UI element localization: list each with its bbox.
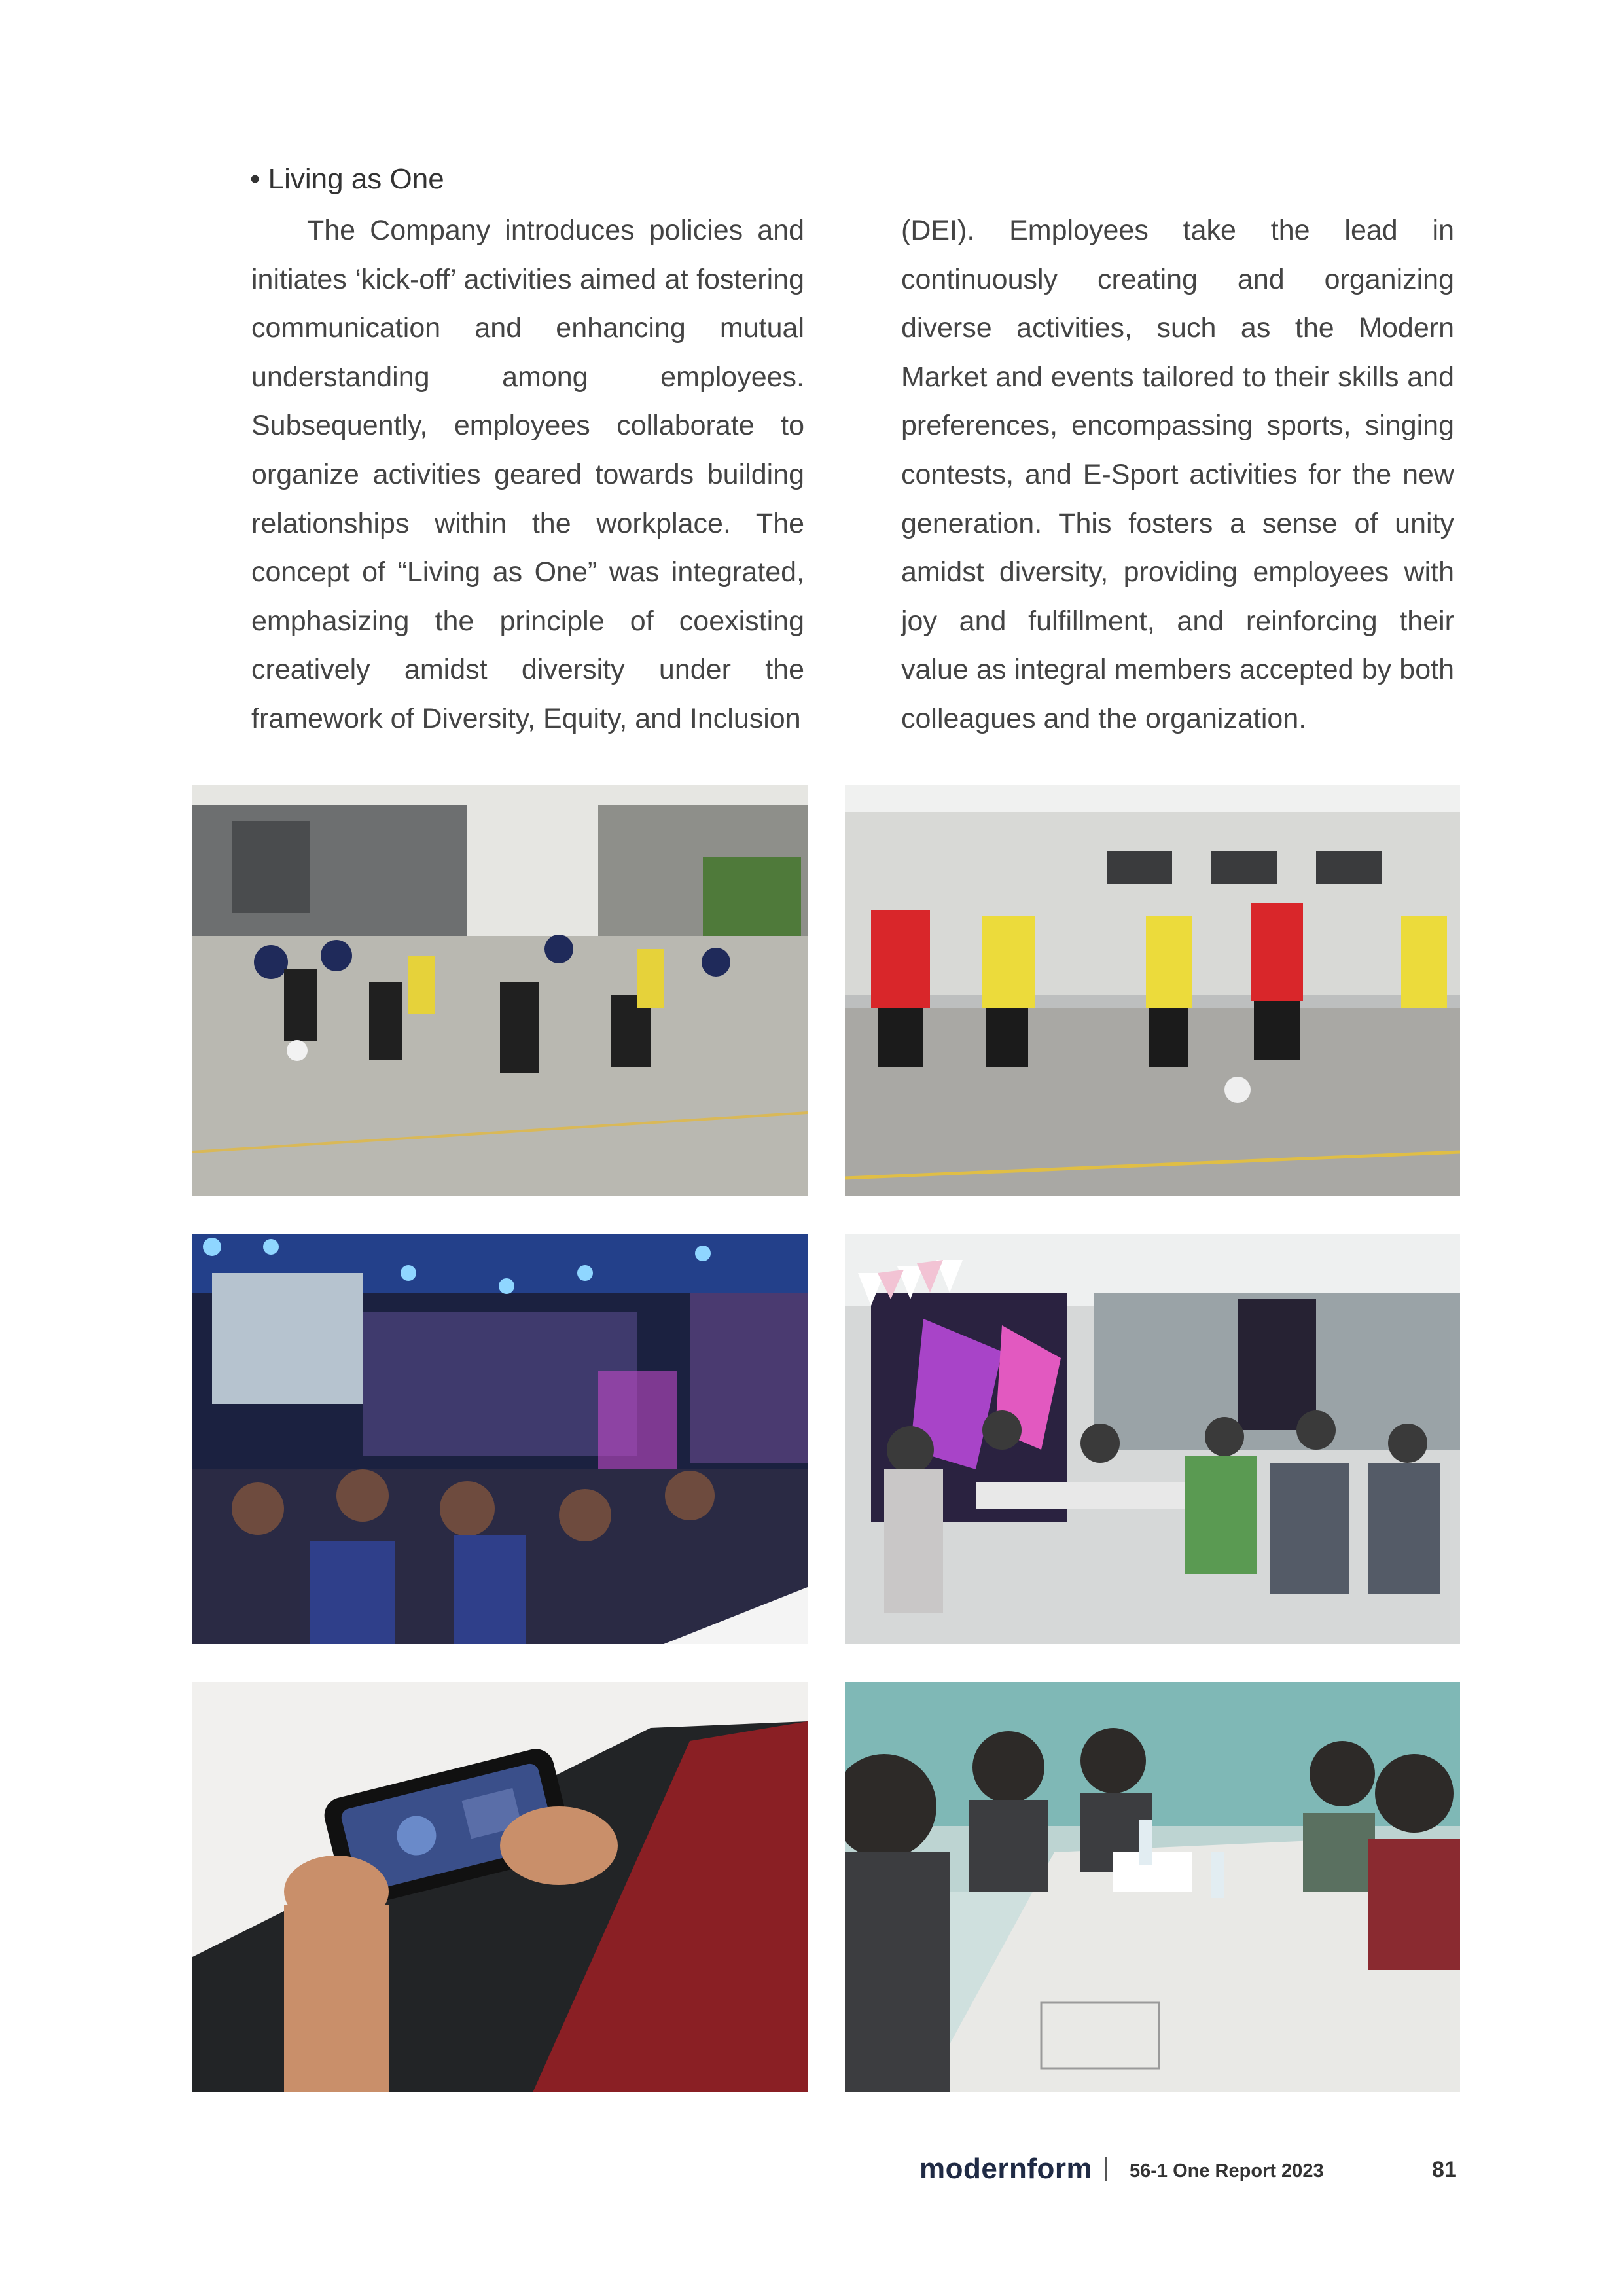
body-column-right bbox=[901, 206, 1454, 744]
brand-logo: modernform bbox=[919, 2153, 1093, 2185]
photo-futsal-match-1 bbox=[192, 785, 808, 1196]
body-column-left bbox=[251, 206, 804, 744]
photo-futsal-match-2 bbox=[845, 785, 1460, 1196]
photo-esport-table bbox=[845, 1682, 1460, 2092]
body-text-right: (DEI). Employees take the lead in continuously creating and organizing diverse activities, such as the Modern Market and events tailored to their skills and preferences, encompassing sports, singing contests, and E-Sport activities for the new generation. This fosters a sense of unity amidst diversity, providing employees with joy and fulfillment, and reinforcing their value as integral members accepted by both colleagues and the organization. bbox=[901, 215, 1454, 734]
section-heading: • Living as One bbox=[250, 163, 444, 195]
body-text-left: The Company introduces policies and initiates ‘kick-off’ activities aimed at fostering communication and enhancing mutual understanding among employees. Subsequently, employees collaborate to organize activities geared towards building relationships within the workplace. The concept of “Living as One” was integrated, emphasizing the principle of coexisting creatively amidst diversity under the framework of Diversity, Equity, and Inclusion bbox=[251, 215, 804, 734]
photo-mobile-gaming bbox=[192, 1682, 808, 2092]
photo-concert-stage bbox=[192, 1234, 808, 1644]
report-title: 56-1 One Report 2023 bbox=[1130, 2161, 1324, 2181]
page-number: 81 bbox=[1432, 2157, 1457, 2182]
photo-modern-market bbox=[845, 1234, 1460, 1644]
footer-divider bbox=[1105, 2157, 1107, 2181]
